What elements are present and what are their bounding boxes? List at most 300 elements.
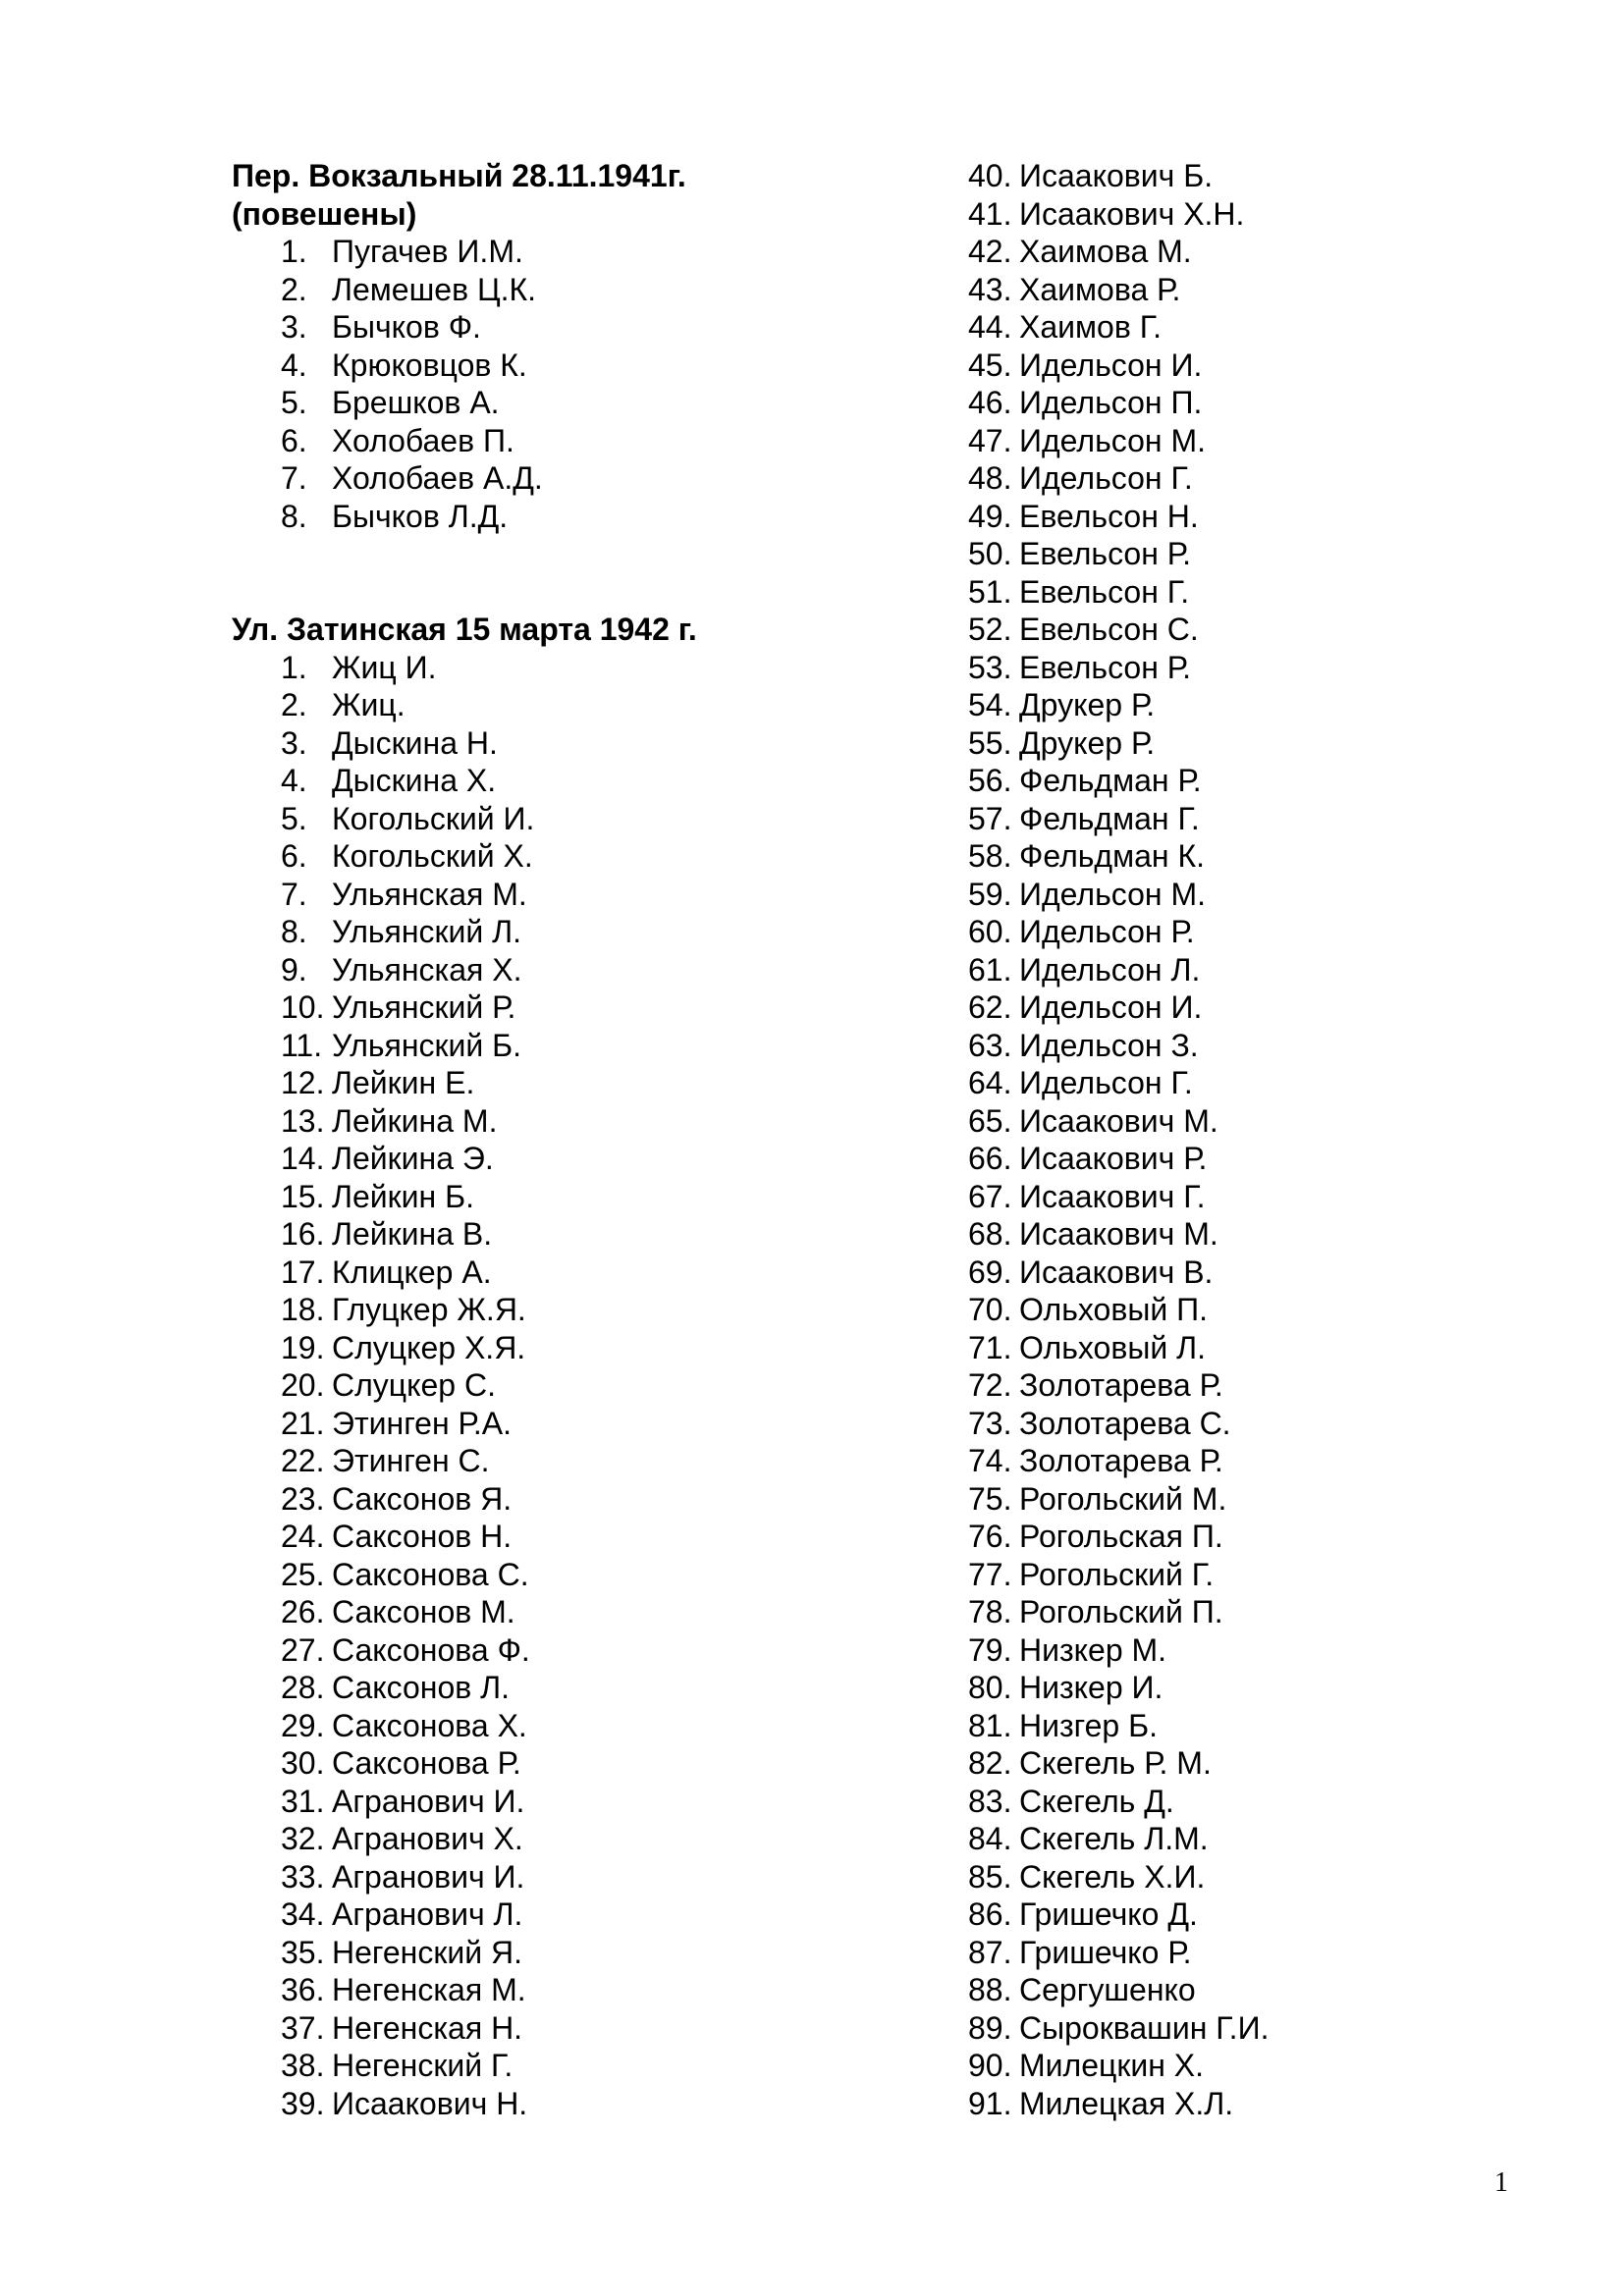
victim-name: Бычков Ф. [332, 309, 481, 345]
item-number: 39. [281, 2085, 325, 2121]
item-number: 81. [968, 1707, 1012, 1743]
victim-name: Исаакович Н. [332, 2085, 528, 2121]
item-number: 49. [968, 498, 1012, 534]
victim-name: Холобаев П. [332, 422, 514, 458]
list-item [968, 233, 1557, 271]
item-number: 18. [281, 1292, 325, 1327]
victim-name: Низкер М. [1019, 1631, 1167, 1668]
item-number: 15. [281, 1178, 325, 1214]
victim-name: Скегель Д. [1019, 1783, 1174, 1819]
item-number: 28. [281, 1670, 325, 1705]
victim-name: Исаакович Б. [1019, 158, 1214, 193]
victim-name: Евельсон Р. [1019, 649, 1191, 685]
section-spacer [232, 535, 939, 611]
victim-name: Исаакович М. [1019, 1216, 1218, 1252]
victim-name: Хаимов Г. [1019, 309, 1163, 345]
item-number: 64. [968, 1065, 1012, 1100]
item-number: 13. [281, 1102, 325, 1139]
item-number: 76. [968, 1519, 1012, 1554]
list-item [232, 1442, 939, 1480]
item-number: 41. [968, 195, 1012, 232]
item-number: 51. [968, 573, 1012, 610]
list-item [968, 1291, 1557, 1329]
list-item [232, 913, 939, 951]
list-item [232, 762, 939, 800]
victim-name: Евельсон С. [1019, 612, 1199, 647]
victim-name: Саксонов Л. [332, 1670, 511, 1705]
victim-name: Агранович Л. [332, 1896, 523, 1932]
list-item [232, 1291, 939, 1329]
victim-name: Лейкина М. [332, 1102, 498, 1139]
list-item [968, 1254, 1557, 1292]
list-item [968, 1215, 1557, 1254]
list-item [968, 1064, 1557, 1102]
victim-name: Идельсон М. [1019, 876, 1207, 912]
list-item [968, 1329, 1557, 1367]
list-item [232, 459, 939, 498]
list-item [968, 762, 1557, 800]
item-number: 70. [968, 1292, 1012, 1327]
list-item [232, 1934, 939, 1972]
list-item [968, 271, 1557, 309]
victim-name: Крюковцов К. [332, 347, 527, 383]
item-number: 91. [968, 2085, 1012, 2121]
list-item [968, 1366, 1557, 1405]
item-number: 4. [281, 347, 307, 383]
item-number: 5. [281, 385, 307, 420]
item-number: 60. [968, 914, 1012, 949]
victim-name: Ульянская Х. [332, 951, 522, 988]
victim-name: Исаакович Х.Н. [1019, 195, 1245, 232]
item-number: 65. [968, 1102, 1012, 1139]
victim-name: Золотарева С. [1019, 1405, 1231, 1441]
item-number: 37. [281, 2009, 325, 2046]
item-number: 38. [281, 2048, 325, 2083]
victim-name: Слуцкер Х.Я. [332, 1329, 526, 1365]
item-number: 25. [281, 1556, 325, 1592]
victim-name: Рогольский Г. [1019, 1556, 1215, 1592]
item-number: 61. [968, 951, 1012, 988]
item-number: 2. [281, 271, 307, 307]
list-item [232, 1593, 939, 1631]
item-number: 54. [968, 687, 1012, 722]
list-item [968, 837, 1557, 876]
list-item [968, 1631, 1557, 1670]
list-item [232, 1027, 939, 1065]
victim-name: Скегель Р. М. [1019, 1745, 1212, 1781]
item-number: 88. [968, 1972, 1012, 2007]
list-item [232, 1971, 939, 2009]
item-number: 29. [281, 1707, 325, 1743]
item-number: 74. [968, 1443, 1012, 1478]
list-item [968, 1442, 1557, 1480]
victim-name: Фельдман Р. [1019, 763, 1202, 798]
list-item [968, 1593, 1557, 1631]
victim-name: Золотарева Р. [1019, 1443, 1223, 1478]
victim-name: Ульянский Р. [332, 989, 516, 1025]
victim-name: Пугачев И.М. [332, 234, 523, 269]
victims-list-continued [968, 157, 1557, 2122]
list-item [232, 1064, 939, 1102]
list-item [968, 157, 1557, 195]
item-number: 53. [968, 649, 1012, 685]
victim-name: Саксонов М. [332, 1594, 515, 1629]
item-number: 57. [968, 800, 1012, 836]
victim-name: Агранович Х. [332, 1821, 523, 1856]
victim-name: Саксонова Р. [332, 1745, 521, 1781]
item-number: 69. [968, 1254, 1012, 1290]
right-column [968, 157, 1557, 2122]
victim-name: Идельсон М. [1019, 422, 1207, 458]
item-number: 34. [281, 1896, 325, 1932]
victim-name: Скегель Х.И. [1019, 1858, 1206, 1895]
list-item [968, 573, 1557, 612]
item-number: 78. [968, 1594, 1012, 1629]
list-item [232, 1102, 939, 1141]
item-number: 36. [281, 1972, 325, 2007]
victim-name: Негенская Н. [332, 2009, 523, 2046]
victims-list-zatinskaya [232, 649, 939, 2123]
list-item [232, 876, 939, 914]
item-number: 82. [968, 1745, 1012, 1781]
victim-name: Жиц. [332, 687, 406, 722]
list-item [968, 195, 1557, 234]
victim-name: Друкер Р. [1019, 724, 1156, 761]
page-number: 1 [1494, 2167, 1508, 2198]
victim-name: Скегель Л.М. [1019, 1821, 1209, 1856]
list-item [968, 1556, 1557, 1594]
list-item [968, 308, 1557, 347]
list-item [232, 1405, 939, 1443]
victim-name: Негенская М. [332, 1972, 526, 2007]
list-item [232, 1366, 939, 1405]
victim-name: Саксонов Н. [332, 1519, 513, 1554]
victim-name: Дыскина Н. [332, 724, 498, 761]
item-number: 7. [281, 460, 307, 496]
item-number: 63. [968, 1027, 1012, 1063]
victim-name: Идельсон Г. [1019, 460, 1193, 496]
list-item [232, 951, 939, 989]
section-heading-zatinskaya: Ул. Затинская 15 марта 1942 г. [232, 612, 697, 647]
victim-name: Золотарева Р. [1019, 1367, 1223, 1403]
item-number: 84. [968, 1821, 1012, 1856]
item-number: 23. [281, 1480, 325, 1517]
list-item [232, 988, 939, 1027]
item-number: 86. [968, 1896, 1012, 1932]
item-number: 1. [281, 234, 307, 269]
item-number: 30. [281, 1745, 325, 1781]
victim-name: Негенский Я. [332, 1934, 522, 1970]
list-item [232, 1178, 939, 1216]
victim-name: Когольский И. [332, 800, 535, 836]
victim-name: Сыроквашин Г.И. [1019, 2009, 1270, 2046]
list-item [968, 1178, 1557, 1216]
victim-name: Исаакович Р. [1019, 1141, 1208, 1176]
item-number: 7. [281, 876, 307, 912]
left-column [232, 157, 939, 2122]
list-item [968, 913, 1557, 951]
item-number: 85. [968, 1858, 1012, 1895]
item-number: 10. [281, 989, 325, 1025]
list-item [968, 535, 1557, 573]
item-number: 16. [281, 1216, 325, 1252]
list-item [232, 649, 939, 687]
list-item [232, 800, 939, 838]
victim-name: Холобаев А.Д. [332, 460, 543, 496]
item-number: 58. [968, 838, 1012, 874]
item-number: 32. [281, 1821, 325, 1856]
victim-name: Бычков Л.Д. [332, 498, 509, 534]
victim-name: Идельсон П. [1019, 385, 1203, 420]
victim-name: Лейкин Е. [332, 1065, 475, 1100]
list-item [232, 1556, 939, 1594]
list-item [232, 498, 939, 536]
victim-name: Евельсон Р. [1019, 536, 1191, 571]
list-item [232, 2085, 939, 2123]
list-item [968, 724, 1557, 763]
victim-name: Этинген С. [332, 1443, 490, 1478]
list-item [968, 1405, 1557, 1443]
victim-name: Негенский Г. [332, 2048, 514, 2083]
victim-name: Идельсон И. [1019, 347, 1203, 383]
list-item [232, 1707, 939, 1745]
item-number: 14. [281, 1141, 325, 1176]
list-item [968, 1820, 1557, 1858]
list-item [968, 1934, 1557, 1972]
victim-name: Этинген Р.А. [332, 1405, 512, 1441]
victim-name: Низгер Б. [1019, 1707, 1158, 1743]
item-number: 87. [968, 1934, 1012, 1970]
list-item [968, 1140, 1557, 1178]
item-number: 4. [281, 763, 307, 798]
victim-name: Хаимова Р. [1019, 271, 1181, 307]
victim-name: Идельсон И. [1019, 989, 1203, 1025]
victim-name: Лейкин Б. [332, 1178, 474, 1214]
item-number: 11. [281, 1027, 323, 1063]
item-number: 43. [968, 271, 1012, 307]
item-number: 21. [281, 1405, 325, 1441]
item-number: 46. [968, 385, 1012, 420]
victim-name: Лейкина В. [332, 1216, 493, 1252]
victim-name: Гришечко Д. [1019, 1896, 1198, 1932]
list-item [232, 384, 939, 422]
victim-name: Идельсон Г. [1019, 1065, 1193, 1100]
victim-name: Евельсон Н. [1019, 498, 1199, 534]
item-number: 3. [281, 309, 307, 345]
item-number: 71. [968, 1329, 1012, 1365]
list-item [968, 347, 1557, 385]
list-item [232, 2009, 939, 2048]
list-item [968, 1783, 1557, 1821]
victim-name: Ольховый Л. [1019, 1329, 1206, 1365]
item-number: 2. [281, 687, 307, 722]
item-number: 8. [281, 914, 307, 949]
list-item [968, 988, 1557, 1027]
item-number: 80. [968, 1670, 1012, 1705]
list-item [968, 686, 1557, 724]
victim-name: Агранович И. [332, 1783, 525, 1819]
victim-name: Рогольская П. [1019, 1519, 1223, 1554]
victim-name: Брешков А. [332, 385, 500, 420]
list-item [232, 1140, 939, 1178]
item-number: 12. [281, 1065, 325, 1100]
list-item [968, 649, 1557, 687]
list-item [968, 1518, 1557, 1556]
list-item [968, 2085, 1557, 2123]
victim-name: Саксонова С. [332, 1556, 529, 1592]
victim-name: Ольховый П. [1019, 1292, 1208, 1327]
list-item [232, 347, 939, 385]
victim-name: Клицкер А. [332, 1254, 492, 1290]
list-item [232, 837, 939, 876]
item-number: 8. [281, 498, 307, 534]
item-number: 90. [968, 2048, 1012, 2083]
victim-name: Дыскина Х. [332, 763, 497, 798]
victim-name: Саксонов Я. [332, 1480, 513, 1517]
item-number: 40. [968, 158, 1012, 193]
victim-name: Друкер Р. [1019, 687, 1156, 722]
list-item [968, 1480, 1557, 1519]
list-item [968, 1896, 1557, 1934]
victim-name: Исаакович В. [1019, 1254, 1214, 1290]
list-item [968, 611, 1557, 649]
list-item [968, 1707, 1557, 1745]
item-number: 9. [281, 951, 307, 988]
victim-name: Исаакович Г. [1019, 1178, 1206, 1214]
item-number: 47. [968, 422, 1012, 458]
item-number: 42. [968, 234, 1012, 269]
victim-name: Ульянский Л. [332, 914, 522, 949]
victims-list-vokzalny [232, 233, 939, 535]
section-heading-vokzalny: Пер. Вокзальный 28.11.1941г. [232, 158, 686, 193]
item-number: 35. [281, 1934, 325, 1970]
victim-name: Фельдман Г. [1019, 800, 1200, 836]
victim-name: Идельсон Р. [1019, 914, 1195, 949]
item-number: 17. [281, 1254, 325, 1290]
victim-name: Агранович И. [332, 1858, 525, 1895]
list-item [968, 2009, 1557, 2048]
item-number: 52. [968, 612, 1012, 647]
list-item [968, 1971, 1557, 2009]
item-number: 48. [968, 460, 1012, 496]
item-number: 24. [281, 1519, 325, 1554]
list-item [232, 1215, 939, 1254]
list-item [232, 1820, 939, 1858]
item-number: 79. [968, 1631, 1012, 1668]
victim-name: Слуцкер С. [332, 1367, 496, 1403]
victim-name: Фельдман К. [1019, 838, 1205, 874]
victim-name: Ульянская М. [332, 876, 527, 912]
list-item [968, 498, 1557, 536]
item-number: 55. [968, 724, 1012, 761]
victim-name: Сергушенко [1019, 1972, 1196, 2007]
victim-name: Жиц И. [332, 649, 437, 685]
list-item [968, 459, 1557, 498]
item-number: 22. [281, 1443, 325, 1478]
list-item [968, 1102, 1557, 1141]
victim-name: Идельсон Л. [1019, 951, 1201, 988]
item-number: 50. [968, 536, 1012, 571]
item-number: 83. [968, 1783, 1012, 1819]
item-number: 72. [968, 1367, 1012, 1403]
list-item [232, 308, 939, 347]
item-number: 45. [968, 347, 1012, 383]
list-item [968, 951, 1557, 989]
item-number: 89. [968, 2009, 1012, 2046]
list-item [232, 1858, 939, 1896]
victim-name: Хаимова М. [1019, 234, 1192, 269]
item-number: 66. [968, 1141, 1012, 1176]
list-item [968, 876, 1557, 914]
item-number: 3. [281, 724, 307, 761]
list-item [232, 1254, 939, 1292]
list-item [232, 1744, 939, 1783]
list-item [968, 800, 1557, 838]
section-subheading-hanged: (повешены) [232, 195, 417, 232]
item-number: 77. [968, 1556, 1012, 1592]
list-item [232, 1896, 939, 1934]
list-item [232, 1669, 939, 1707]
item-number: 62. [968, 989, 1012, 1025]
item-number: 31. [281, 1783, 325, 1819]
item-number: 20. [281, 1367, 325, 1403]
list-item [232, 1631, 939, 1670]
item-number: 6. [281, 838, 307, 874]
victim-name: Когольский Х. [332, 838, 533, 874]
item-number: 1. [281, 649, 307, 685]
victim-name: Евельсон Г. [1019, 573, 1190, 610]
item-number: 75. [968, 1480, 1012, 1517]
victim-name: Рогольский П. [1019, 1594, 1223, 1629]
victim-name: Саксонова Х. [332, 1707, 527, 1743]
item-number: 73. [968, 1405, 1012, 1441]
list-item [968, 422, 1557, 460]
list-item [968, 1744, 1557, 1783]
victim-name: Идельсон З. [1019, 1027, 1199, 1063]
list-item [968, 2047, 1557, 2085]
item-number: 68. [968, 1216, 1012, 1252]
victim-name: Милецкая Х.Л. [1019, 2085, 1234, 2121]
list-item [232, 233, 939, 271]
victim-name: Глуцкер Ж.Я. [332, 1292, 526, 1327]
victim-name: Низкер И. [1019, 1670, 1163, 1705]
item-number: 67. [968, 1178, 1012, 1214]
list-item [968, 1858, 1557, 1896]
victim-name: Лейкина Э. [332, 1141, 494, 1176]
item-number: 27. [281, 1631, 325, 1668]
item-number: 5. [281, 800, 307, 836]
list-item [232, 1480, 939, 1519]
item-number: 33. [281, 1858, 325, 1895]
list-item [232, 724, 939, 763]
item-number: 6. [281, 422, 307, 458]
list-item [232, 1518, 939, 1556]
list-item [232, 2047, 939, 2085]
victim-name: Гришечко Р. [1019, 1934, 1192, 1970]
victim-name: Лемешев Ц.К. [332, 271, 537, 307]
list-item [232, 422, 939, 460]
victim-name: Рогольский М. [1019, 1480, 1227, 1517]
item-number: 59. [968, 876, 1012, 912]
victim-name: Милецкин Х. [1019, 2048, 1204, 2083]
list-item [232, 1329, 939, 1367]
list-item [232, 271, 939, 309]
list-item [968, 384, 1557, 422]
list-item [232, 686, 939, 724]
list-item [968, 1027, 1557, 1065]
victim-name: Ульянский Б. [332, 1027, 522, 1063]
list-item [232, 1783, 939, 1821]
